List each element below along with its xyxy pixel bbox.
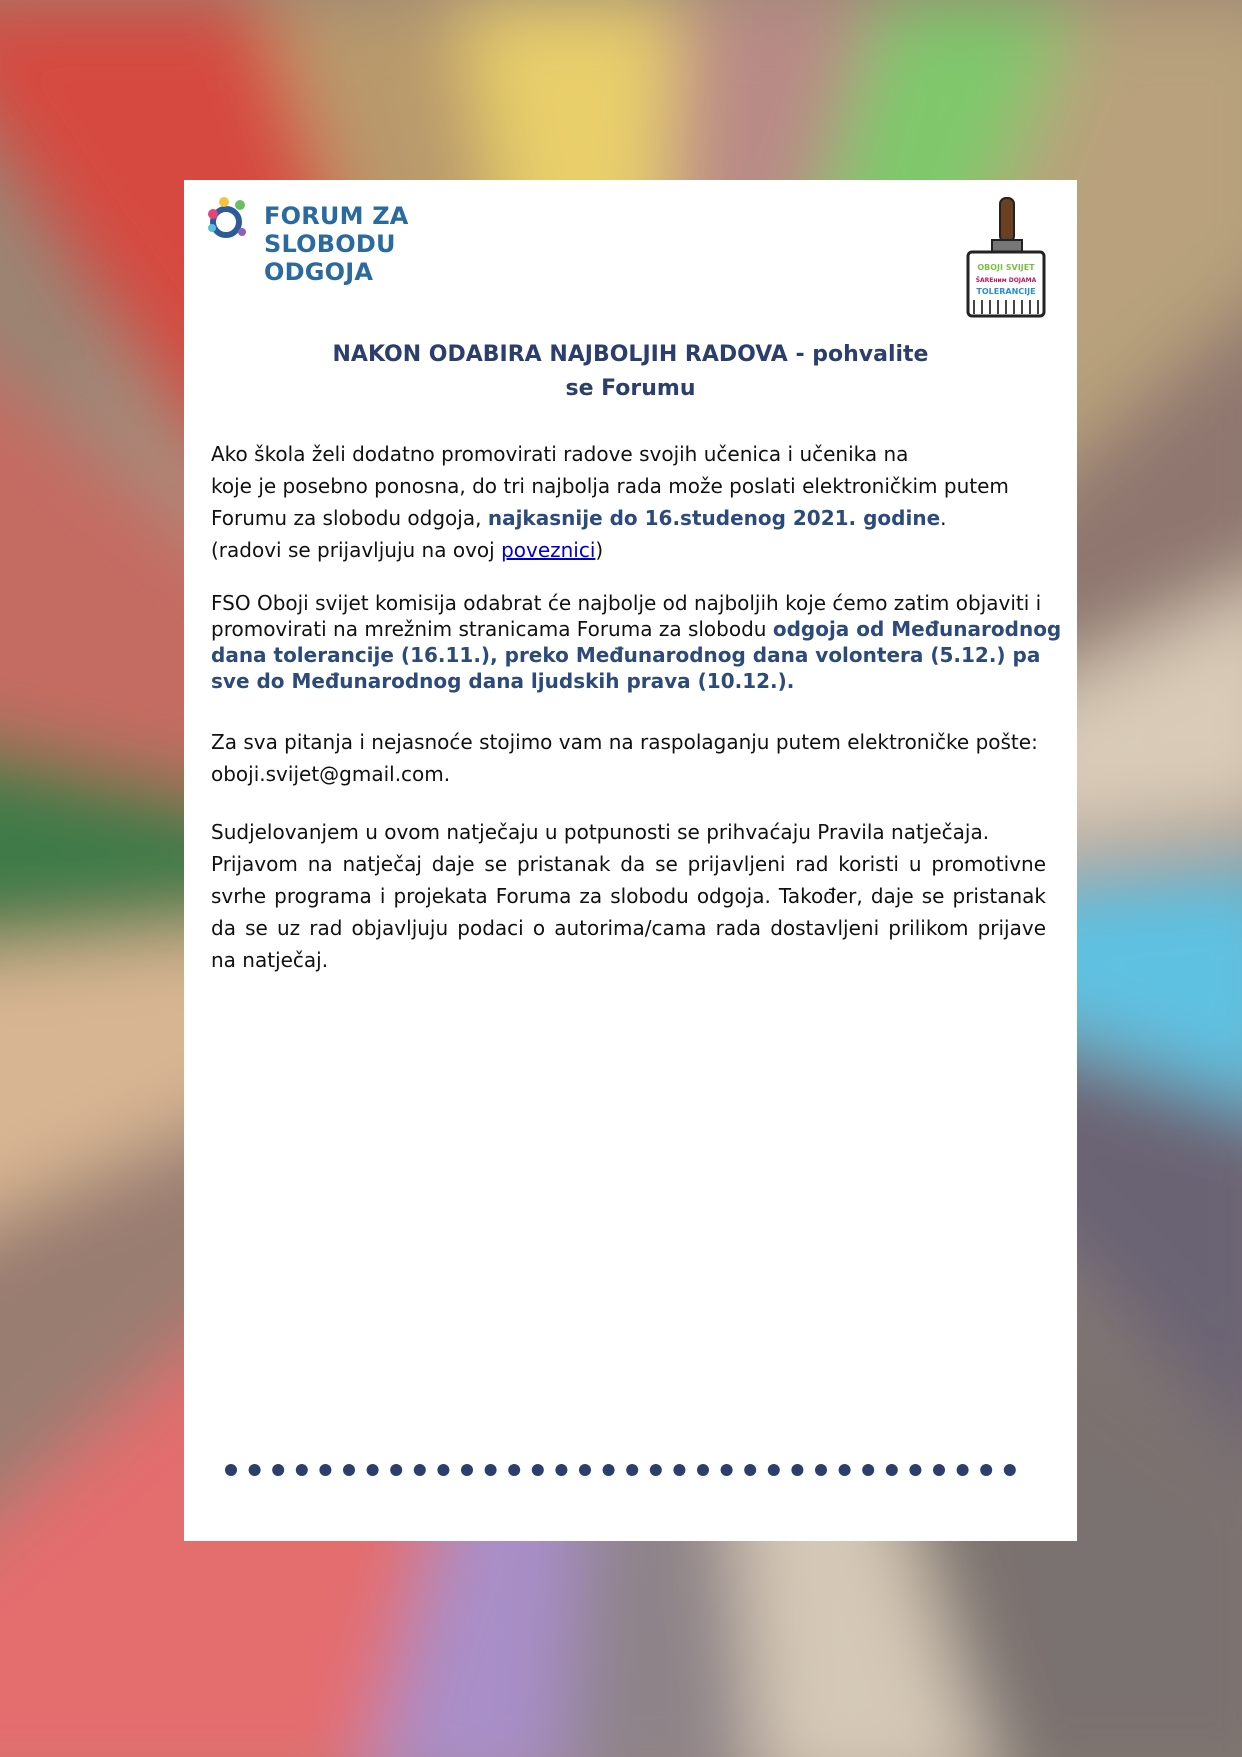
divider-dot — [909, 1464, 921, 1476]
divider-dot — [815, 1464, 827, 1476]
divider-dot — [744, 1464, 756, 1476]
logo-line-2: SLOBODU — [264, 230, 396, 258]
divider-dot — [343, 1464, 355, 1476]
divider-dot — [933, 1464, 945, 1476]
p1-line-1: Ako škola želi dodatno promovirati radove svojih učenica i učenika na — [211, 442, 909, 466]
paragraph-commission — [211, 590, 1071, 694]
dates-highlight: odgoja od Međunarodnog dana tolerancije (16.11.), preko Međunarodnog dana volontera (5.12.) pa sve do Međunarodnog dana ljudskih prava (10.12.). — [211, 617, 1062, 693]
dotted-divider — [224, 1460, 1017, 1480]
p1-text-4: . — [940, 506, 947, 530]
title-line-2: se Forumu — [565, 376, 696, 401]
divider-dot — [1004, 1464, 1016, 1476]
divider-dot — [414, 1464, 426, 1476]
logo-wordmark — [264, 202, 409, 286]
p1-text-6: ) — [595, 538, 604, 562]
divider-dot — [319, 1464, 331, 1476]
document-page — [184, 180, 1077, 1541]
paintbrush-icon — [968, 198, 1044, 316]
divider-dot — [650, 1464, 662, 1476]
badge-line-1: OBOJI SVIJET — [977, 263, 1035, 272]
divider-dot — [980, 1464, 992, 1476]
divider-dot — [485, 1464, 497, 1476]
paragraph-promotion — [211, 438, 1051, 566]
divider-dot — [437, 1464, 449, 1476]
divider-dot — [957, 1464, 969, 1476]
divider-dot — [249, 1464, 261, 1476]
divider-dot — [390, 1464, 402, 1476]
divider-dot — [768, 1464, 780, 1476]
p1-text-3: Forumu za slobodu odgoja, — [211, 506, 488, 530]
divider-dot — [862, 1464, 874, 1476]
logo-circles-icon — [204, 194, 260, 246]
divider-dot — [555, 1464, 567, 1476]
divider-dot — [367, 1464, 379, 1476]
logo-line-1: FORUM ZA — [264, 202, 409, 230]
p1-line-3 — [211, 502, 1051, 534]
divider-dot — [721, 1464, 733, 1476]
badge-line-2: ŠAREним DOJAMA — [975, 277, 1037, 284]
divider-dot — [886, 1464, 898, 1476]
badge-line-3: TOLERANCIJE — [976, 287, 1036, 296]
divider-dot — [626, 1464, 638, 1476]
p1-line-4 — [211, 534, 1051, 566]
divider-dot — [579, 1464, 591, 1476]
divider-dot — [697, 1464, 709, 1476]
divider-dot — [461, 1464, 473, 1476]
divider-dot — [508, 1464, 520, 1476]
divider-dot — [791, 1464, 803, 1476]
divider-dot — [603, 1464, 615, 1476]
page-title — [204, 338, 1057, 406]
p4-text-1: Sudjelovanjem u ovom natječaju u potpunosti se prihvaćaju Pravila natječaja. — [211, 820, 990, 844]
p2-text: FSO Oboji svijet komisija odabrat će najbolje od najboljih koje ćemo zatim objaviti i promovirati na mrežnim stranicama Foruma za slobodu — [211, 591, 1042, 641]
logo-line-3: ODGOJA — [264, 258, 374, 286]
forum-za-slobodu-odgoja-logo — [204, 192, 414, 292]
deadline-highlight: najkasnije do 16.studenog 2021. godine — [487, 506, 941, 530]
p1-line-2: koje je posebno ponosna, do tri najbolja rada može poslati elektroničkim putem — [211, 474, 1009, 498]
paragraph-rules — [211, 816, 1046, 976]
divider-dot — [839, 1464, 851, 1476]
divider-dot — [225, 1464, 237, 1476]
title-line-1: NAKON ODABIRA NAJBOLJIH RADOVA - pohvalite — [332, 342, 929, 367]
divider-dot — [296, 1464, 308, 1476]
paragraph-contact — [211, 726, 1051, 790]
poveznici-link[interactable]: poveznici — [501, 538, 596, 562]
p1-text-5: (radovi se prijavljuju na ovoj — [211, 538, 502, 562]
p3-text: Za sva pitanja i nejasnoće stojimo vam na raspolaganju putem elektroničke pošte: oboji.svijet@gmail.com. — [211, 730, 1038, 786]
divider-dot — [532, 1464, 544, 1476]
divider-dot — [673, 1464, 685, 1476]
p4-text-2: Prijavom na natječaj daje se pristanak da se prijavljeni rad koristi u promotivne svrhe programa i projekata Foruma za slobodu odgoja. Također, daje se pristanak da se uz rad objavljuju podaci o autorima/cama rada dostavljeni prilikom prijave na natječaj. — [211, 852, 1046, 972]
divider-dot — [272, 1464, 284, 1476]
oboji-svijet-badge — [964, 196, 1048, 320]
